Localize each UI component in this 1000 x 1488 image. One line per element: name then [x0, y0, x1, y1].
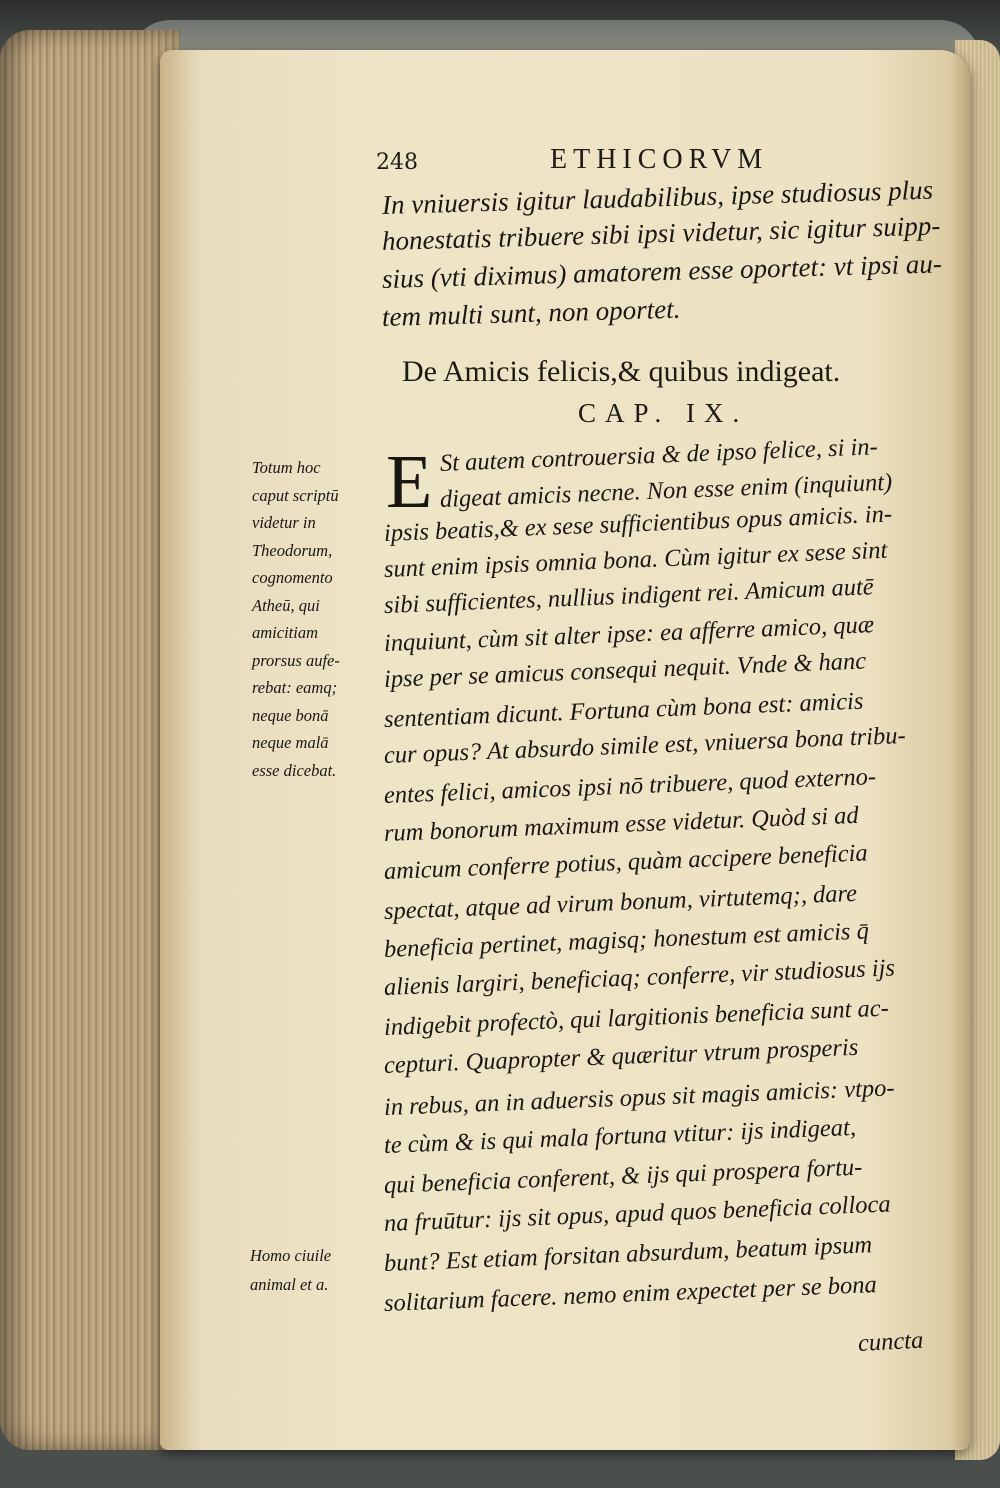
body-line: in rebus, an in aduersis opus sit magis amicis: vtpo- — [383, 1074, 895, 1121]
body-line: te cùm & is qui mala fortuna vtitur: ijs indigeat, — [383, 1113, 857, 1159]
margin-note-line: Theodorum, — [252, 540, 333, 560]
margin-note-line: videtur in — [252, 513, 316, 532]
margin-note-line: caput scriptū — [252, 485, 339, 505]
drop-cap-initial: E — [386, 440, 433, 524]
body-line: ipse per se amicus consequi nequit. Vnde & hanc — [383, 647, 867, 693]
body-line: sunt enim ipsis omnia bona. Cùm igitur ex sese sint — [383, 536, 888, 583]
body-line: rum bonorum maximum esse videtur. Quòd si ad — [383, 801, 860, 847]
opening-line: In vniuersis igitur laudabilibus, ipse studiosus plus — [381, 174, 934, 220]
catchword: cuncta — [857, 1326, 924, 1357]
margin-note-line: Atheū, qui — [252, 595, 320, 615]
margin-note-line: rebat: eamq; — [252, 678, 338, 697]
margin-note-line: cognomento — [252, 568, 333, 587]
body-line: sibi sufficientes, nullius indigent rei. Amicum autē — [383, 573, 875, 619]
body-line: St autem controuersia & de ipso felice, si in- — [439, 433, 879, 477]
body-line: ipsis beatis,& ex sese sufficientibus opus amicis. in- — [383, 500, 893, 547]
book-page-edges-left — [0, 30, 180, 1450]
body-line: entes felici, amicos ipsi nō tribuere, quod externo- — [383, 763, 877, 809]
page-number: 248 — [376, 150, 418, 175]
margin-note-line: neque malā — [252, 733, 329, 752]
opening-line: sius (vti diximus) amatorem esse oportet: vt ipsi au- — [381, 248, 943, 294]
margin-note-line: neque bonā — [252, 705, 329, 725]
margin-note-line: esse dicebat. — [252, 760, 337, 780]
opening-line: honestatis tribuere sibi ipsi videtur, sic igitur suipp- — [381, 210, 941, 256]
body-line: cur opus? At absurdo simile est, vniuersa bona tribu- — [383, 721, 907, 769]
margin-note-line: amicitiam — [252, 623, 318, 642]
chapter-number: CAP. IX. — [578, 398, 749, 428]
margin-note-line: prorsus aufe- — [252, 650, 340, 670]
body-line: na fruūtur: ijs sit opus, apud quos beneficia colloca — [383, 1190, 892, 1237]
body-line: qui beneficia conferent, & ijs qui prospera fortu- — [383, 1153, 863, 1199]
margin-note-line: Homo ciuile — [250, 1246, 332, 1265]
running-head: ETHICORVM — [550, 144, 769, 175]
body-line: solitarium facere. nemo enim expectet per se bona — [383, 1271, 878, 1317]
body-line: digeat amicis necne. Non esse enim (inquiunt) — [439, 468, 893, 513]
body-line: cepturi. Quapropter & quæritur vtrum prosperis — [383, 1033, 859, 1079]
body-line: indigebit profectò, qui largitionis beneficia sunt ac- — [383, 994, 890, 1041]
body-line: amicum conferre potius, quàm accipere beneficia — [383, 839, 869, 885]
margin-note-line: animal et a. — [250, 1275, 329, 1294]
body-line: beneficia pertinet, magisq; honestum est amicis q̄ — [383, 917, 870, 963]
opening-line: tem multi sunt, non oportet. — [381, 293, 681, 332]
body-line: alienis largiri, beneficiaq; conferre, vir studiosus ijs — [383, 954, 896, 1001]
body-line: sententiam dicunt. Fortuna cùm bona est: amicis — [383, 687, 864, 733]
chapter-title: De Amicis felicis,& quibus indigeat. — [402, 355, 841, 388]
margin-note-line: Totum hoc — [252, 458, 321, 477]
body-line: spectat, atque ad virum bonum, virtutemq;, dare — [383, 879, 858, 925]
body-line: bunt? Est etiam forsitan absurdum, beatum ipsum — [383, 1231, 873, 1277]
body-line: inquiunt, cùm sit alter ipse: ea afferre amico, quæ — [383, 611, 875, 657]
